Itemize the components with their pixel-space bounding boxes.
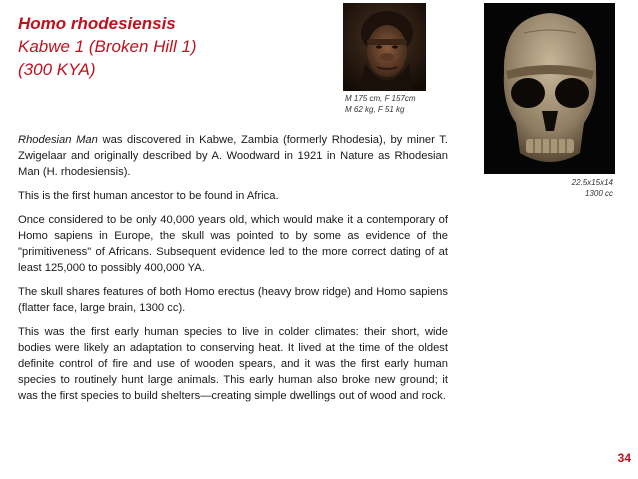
paragraph-first-ancestor: This is the first human ancestor to be found in Africa. [18,190,279,202]
skull-image [484,3,615,174]
paragraph-discovery-text: was discovered in Kabwe, Zambia (formerly Rhodesia), by miner T. Zwigelaar and originally described by A. Woodward in 1921 in Nature as Rhodesian Man (H. rhodesiensis). [18,134,448,178]
body-text [18,132,448,412]
specimen-name: Kabwe 1 (Broken Hill 1) [18,37,197,56]
skull-dimensions: 22.5x15x14 [571,178,613,187]
page-number: 34 [617,451,631,465]
height-caption: M 175 cm, F 157cm [345,94,416,103]
species-name: Homo rhodesiensis [18,14,176,33]
slide-title [18,12,338,81]
rhodesian-man-term: Rhodesian Man [18,134,98,146]
paragraph-features: The skull shares features of both Homo erectus (heavy brow ridge) and Homo sapiens (flatter face, large brain, 1300 cc). [18,286,448,314]
reconstruction-caption [345,93,416,115]
paragraph-discovery [18,132,448,180]
paragraph-dating: Once considered to be only 40,000 years old, which would make it a contemporary of Homo sapiens in Europe, the skull was pointed to by some as evidence of the "primitiveness" of Africans. Subsequent evidence led to the more correct dating of at least 125,000 to possibly 400,000 YA. [18,214,448,274]
skull-caption [572,177,613,199]
skull-photo [484,3,615,174]
reconstruction-face-image [343,3,426,91]
specimen-age: (300 KYA) [18,60,96,79]
skull-capacity: 1300 cc [584,189,613,198]
reconstruction-photo [343,3,426,91]
paragraph-adaptation: This was the first early human species to live in colder climates: their short, wide bodies were likely an adaptation to conserving heat. It lived at the time of the oldest definite control of fire and use of wooden spears, and it was the first early human species to routinely hunt large animals. This early human also broke new ground; it was the first species to build shelters—creating simple dwellings out of wood and rock. [18,326,448,402]
weight-caption: M 62 kg, F 51 kg [345,105,405,114]
